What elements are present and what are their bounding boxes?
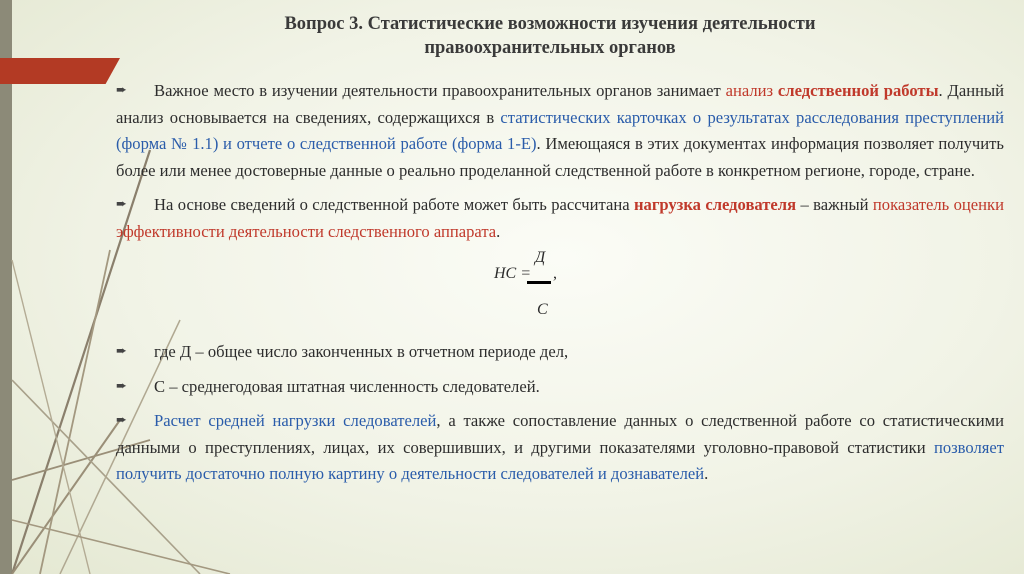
p1-text-1: Важное место в изучении деятельности правоохранительных органов занимает — [154, 81, 726, 100]
arrow-bullet-icon: ➨ — [116, 83, 127, 98]
formula — [116, 247, 1004, 329]
p2-text-2: – важный — [796, 195, 873, 214]
p5-text-1: , а также сопоставление данных о следственной работе со статистическими данными о преступлениях, лицах, их совершивших, и другими показателями уголовно-правовой статистики — [116, 411, 1005, 457]
paragraph-5 — [116, 408, 1004, 488]
arrow-bullet-icon: ➨ — [116, 197, 127, 212]
p1-text-2: . Данный анализ основывается на сведениях, содержащихся в — [116, 81, 1004, 127]
paragraph-1 — [116, 78, 1004, 184]
p1-highlight-forms: статистических карточках о результатах расследования преступлений (форма № 1.1) и отчете о следственной работе (форма 1-Е) — [116, 107, 1005, 153]
paragraph-2 — [116, 192, 1004, 245]
p2-text-3: . — [496, 221, 501, 241]
p5-highlight-calc: Расчет средней нагрузки следователей — [154, 411, 437, 430]
title-line-2: правоохранительных органов — [424, 38, 676, 58]
p1-highlight-investigation: следственной работы — [777, 81, 939, 100]
formula-lhs: НС = — [494, 265, 532, 282]
p1-text-3: . Имеющаяся в этих документах информация позволяет получить более или менее достоверные данные о реально проделанной следственной работе в конкретном регионе, городе, стране. — [116, 134, 1004, 180]
slide-content — [116, 78, 1004, 488]
arrow-bullet-icon: ➨ — [116, 378, 127, 394]
p3-text: где Д – общее число законченных в отчетном периоде дел, — [154, 342, 569, 361]
p5-text-2: . — [704, 464, 709, 483]
p5-highlight-result: позволяет получить достаточно полную картину о деятельности следователей и дознавателей — [116, 437, 1004, 483]
title-line-1: Вопрос 3. Статистические возможности изучения деятельности — [284, 14, 816, 34]
red-accent-bar — [0, 58, 120, 84]
p1-highlight-analysis: анализ — [725, 81, 778, 100]
formula-denominator: С — [537, 301, 548, 318]
p2-highlight-indicator: показатель оценки эффективности деятельности следственного аппарата — [116, 195, 1004, 241]
paragraph-3 — [116, 339, 1004, 366]
p4-text: С – среднегодовая штатная численность следователей. — [154, 376, 540, 396]
formula-comma: , — [553, 265, 557, 282]
paragraph-4 — [116, 374, 1004, 401]
arrow-bullet-icon: ➨ — [116, 344, 127, 359]
arrow-bullet-icon: ➨ — [116, 413, 127, 428]
formula-numerator: Д — [535, 249, 546, 266]
p2-text-1: На основе сведений о следственной работе может быть рассчитана — [154, 195, 634, 214]
slide-title — [200, 12, 900, 60]
formula-fraction-line — [527, 281, 551, 284]
p2-highlight-load: нагрузка следователя — [633, 195, 797, 214]
